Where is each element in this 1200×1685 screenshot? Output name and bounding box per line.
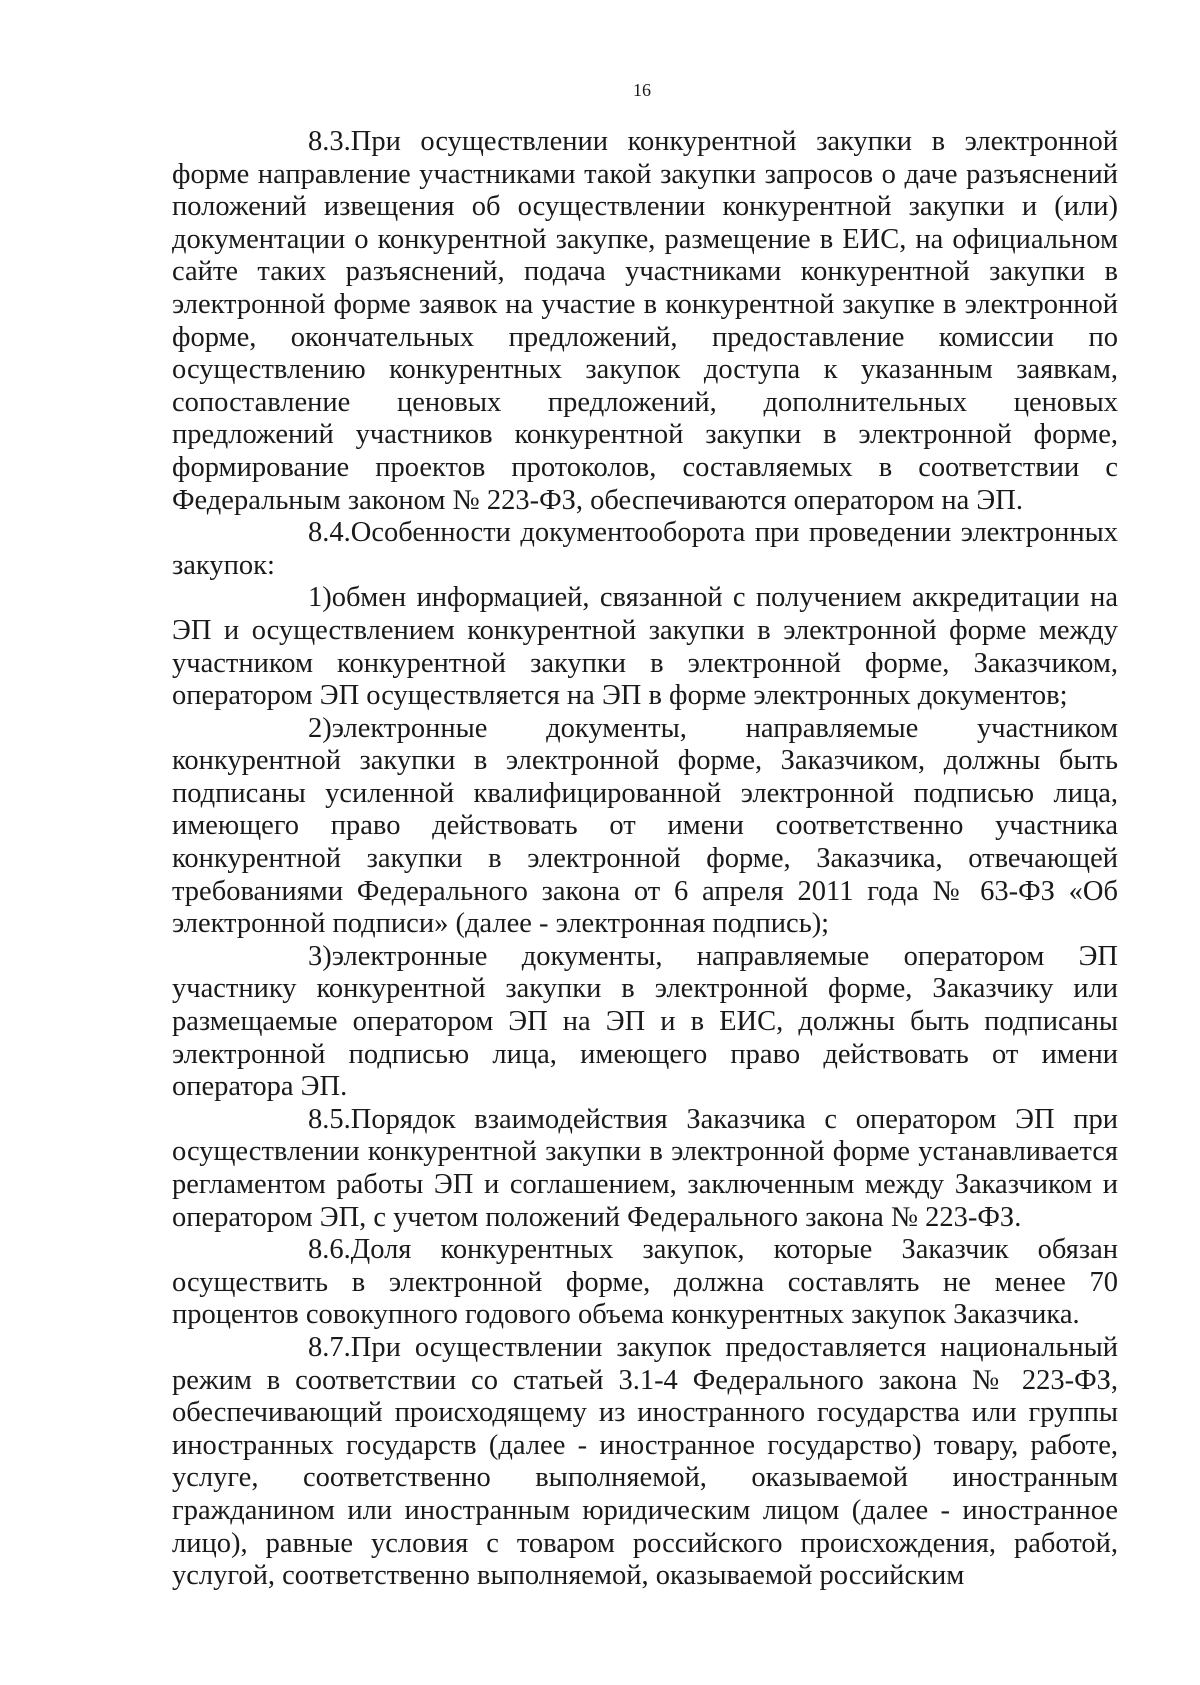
list-item-text: обмен информацией, связанной с получением аккредитации на ЭП и осуществлением конкурентной закупки в электронной форме между участником конкурентной закупки в электронной форме, Заказчиком, оператором ЭП осуществляется на ЭП в форме электронных документов; (172, 582, 1118, 712)
list-item-3 (172, 941, 1118, 1104)
paragraph-text: При осуществлении закупок предоставляется национальный режим в соответствии со статьей 3.1-4 Федерального закона № 223-ФЗ, обеспечивающий происходящему из иностранного государства или группы иностранных государств (далее - иностранное государство) товару, работе, услуге, соответственно выполняемой, оказываемой иностранным гражданином или иностранным юридическим лицом (далее - иностранное лицо), равные условия с товаром российского происхождения, работой, услугой, соответственно выполняемой, оказываемой российским (172, 1331, 1118, 1592)
list-item-2 (172, 713, 1118, 941)
paragraph-8-6 (172, 1234, 1118, 1332)
paragraph-number: 8.3. (308, 126, 351, 157)
list-item-number: 2) (308, 712, 332, 744)
paragraph-8-3 (172, 126, 1118, 517)
paragraph-number: 8.6. (308, 1234, 351, 1266)
paragraph-8-7 (172, 1332, 1118, 1593)
list-item-text: электронные документы, направляемые участником конкурентной закупки в электронной форме, Заказчиком, должны быть подписаны усиленной квалифицированной электронной подписью лица, имеющего право действовать от имени соответственно участника конкурентной закупки в электронной форме, Заказчика, отвечающей требованиями Федерального закона от 6 апреля 2011 года № 63-ФЗ «Об электронной подписи» (далее - электронная подпись); (172, 712, 1118, 940)
paragraph-number: 8.5. (308, 1103, 351, 1135)
list-item-number: 3) (308, 940, 332, 972)
paragraph-text: При осуществлении конкурентной закупки в электронной форме направление участниками такой закупки запросов о даче разъяснений положений извещения об осуществлении конкурентной закупки и (или) документации о конкурентной закупке, размещение в ЕИС, на официальном сайте таких разъяснений, подача участниками конкурентной закупки в электронной форме заявок на участие в конкурентной закупке в электронной форме, окончательных предложений, предоставление комиссии по осуществлению конкурентных закупок доступа к указанным заявкам, сопоставление ценовых предложений, дополнительных ценовых предложений участников конкурентной закупки в электронной форме, формирование проектов протоколов, составляемых в соответствии с Федеральным законом № 223-ФЗ, обеспечиваются оператором на ЭП. (172, 126, 1118, 516)
paragraph-text: Доля конкурентных закупок, которые Заказчик обязан осуществить в электронной форме, должна составлять не менее 70 процентов совокупного годового объема конкурентных закупок Заказчика. (172, 1234, 1118, 1331)
document-body (172, 126, 1118, 1593)
list-item-1 (172, 582, 1118, 712)
paragraph-text: Порядок взаимодействия Заказчика с оператором ЭП при осуществлении конкурентной закупки в электронной форме устанавливается регламентом работы ЭП и соглашением, заключенным между Заказчиком и оператором ЭП, с учетом положений Федерального закона № 223-ФЗ. (172, 1103, 1118, 1233)
page-number: 16 (633, 80, 651, 100)
list-item-text: электронные документы, направляемые оператором ЭП участнику конкурентной закупки в электронной форме, Заказчику или размещаемые оператором ЭП на ЭП и в ЕИС, должны быть подписаны электронной подписью лица, имеющего право действовать от имени оператора ЭП. (172, 940, 1118, 1103)
list-item-number: 1) (308, 582, 332, 614)
paragraph-number: 8.4. (308, 517, 351, 549)
paragraph-text: Особенности документооборота при проведении электронных закупок: (172, 517, 1118, 581)
paragraph-number: 8.7. (308, 1331, 351, 1363)
paragraph-8-4 (172, 517, 1118, 582)
paragraph-8-5 (172, 1104, 1118, 1234)
